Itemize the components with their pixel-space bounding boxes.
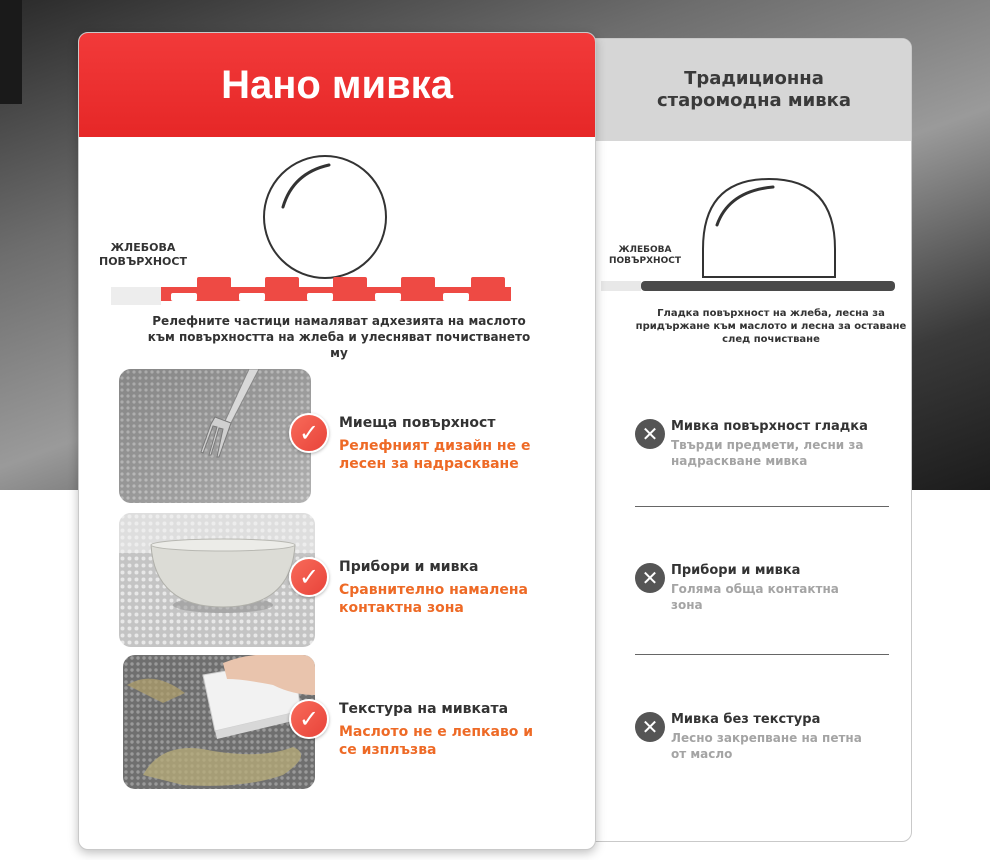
nano-feature-desc: Сравнително намалена контактна зона	[339, 582, 528, 617]
nano-feature-title: Текстура на мивката	[339, 701, 509, 717]
nano-caption: Релефните частици намаляват адхезията на маслото към повърхността на жлеба и улесняват почистването му	[147, 314, 531, 361]
nano-title: Нано мивка	[221, 62, 453, 107]
round-droplet	[264, 156, 386, 278]
traditional-feature-desc: Твърди предмети, лесни за надраскване мивка	[671, 438, 864, 468]
nano-feature-title: Прибори и мивка	[339, 559, 479, 575]
traditional-groove-label: ЖЛЕБОВА ПОВЪРХНОСТ	[609, 245, 681, 266]
check-icon: ✓	[289, 557, 329, 597]
traditional-feature-desc: Лесно закрепване на петна от масло	[671, 731, 862, 761]
background-shelf	[0, 0, 22, 104]
sponge-photo	[123, 655, 315, 789]
traditional-feature-title: Мивка без текстура	[671, 712, 821, 727]
traditional-feature-desc: Голяма обща контактна зона	[671, 582, 839, 612]
x-icon: ✕	[635, 419, 665, 449]
traditional-sink-card	[560, 38, 912, 842]
fork-photo	[119, 369, 311, 503]
nano-feature-desc: Релефният дизайн не е лесен за надраскване	[339, 438, 531, 473]
traditional-caption: Гладка повърхност на жлеба, лесна за придържане към маслото и лесна за оставане след почистване	[635, 308, 907, 345]
flat-droplet	[703, 179, 835, 277]
nano-header	[79, 33, 595, 137]
divider	[635, 506, 889, 507]
nano-groove-label: ЖЛЕБОВА ПОВЪРХНОСТ	[99, 241, 187, 268]
traditional-header	[561, 39, 911, 141]
check-icon: ✓	[289, 699, 329, 739]
nano-feature-desc: Маслото не е лепкаво и се изплъзва	[339, 724, 534, 759]
nano-sink-card	[78, 32, 596, 850]
divider	[635, 654, 889, 655]
nano-droplet-diagram	[79, 137, 596, 337]
traditional-feature-title: Прибори и мивка	[671, 563, 801, 578]
smooth-groove-surface	[641, 281, 895, 291]
nano-feature-title: Миеща повърхност	[339, 415, 496, 431]
traditional-feature-title: Мивка повърхност гладка	[671, 419, 868, 434]
traditional-title: Традиционна старомодна мивка	[656, 67, 852, 111]
x-icon: ✕	[635, 712, 665, 742]
bowl-photo	[119, 513, 315, 647]
x-icon: ✕	[635, 563, 665, 593]
check-icon: ✓	[289, 413, 329, 453]
